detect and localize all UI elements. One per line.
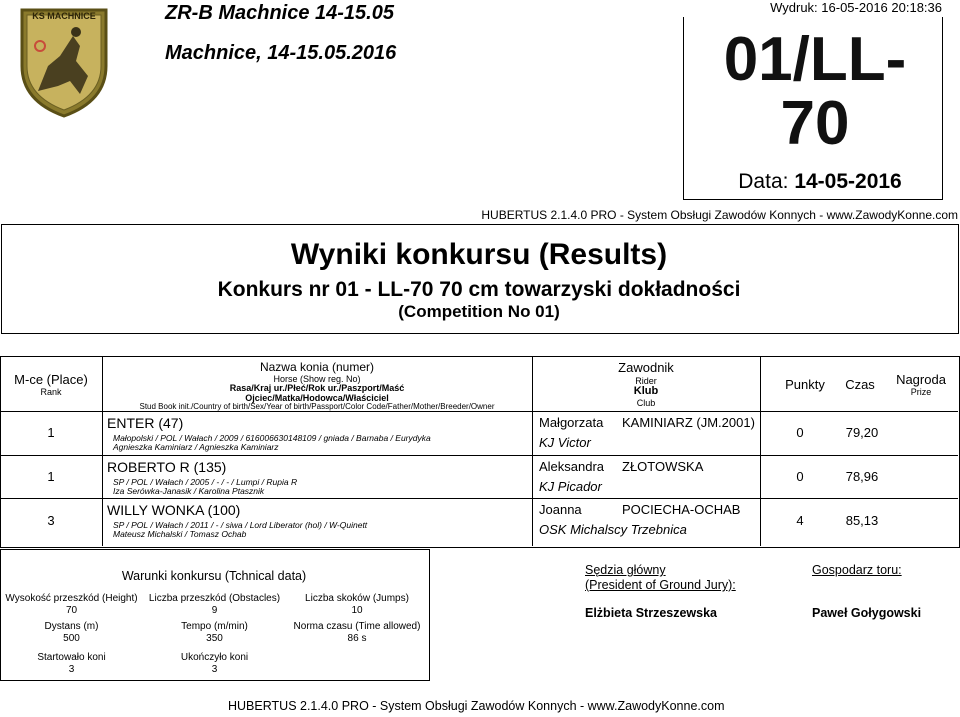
col-header-horse-line2: Rasa/Kraj ur./Płeć/Rok ur./Paszport/Maść — [229, 383, 405, 393]
rider-last-name: ZŁOTOWSKA — [622, 459, 704, 474]
judge-label-en: (President of Ground Jury): — [585, 578, 736, 592]
col-header-club: Klub — [633, 385, 659, 397]
rider-first-name: Aleksandra — [539, 459, 605, 474]
jumps-value: 10 — [351, 605, 363, 616]
finished-value: 3 — [211, 664, 218, 675]
rider-last-name: POCIECHA-OCHAB — [622, 502, 741, 517]
row-place: 1 — [47, 425, 55, 440]
competition-code: 01/LL-70 — [723, 25, 907, 158]
started-value: 3 — [68, 664, 75, 675]
col-header-horse-line4: Stud Book init./Country of birth/Sex/Year of birth/Passport/Color Code/Father/Mother/Breeder/Owner — [139, 402, 495, 411]
horse-number: (100) — [207, 502, 241, 518]
finished-label: Ukończyło koni — [180, 652, 249, 663]
row-time: 79,20 — [845, 425, 879, 440]
distance-value: 500 — [63, 633, 80, 644]
rider-first-name: Joanna — [539, 502, 582, 517]
horse-number: (47) — [158, 415, 184, 431]
horse-info: SP / POL / Wałach / 2005 / - / - / Lumpi / Rupia R — [113, 477, 298, 487]
height-label: Wysokość przeszkód (Height) — [5, 593, 138, 604]
row-time: 85,13 — [845, 513, 879, 528]
tempo-label: Tempo (m/min) — [181, 621, 248, 632]
horse-name — [107, 502, 240, 518]
jumps-label: Liczba skoków (Jumps) — [305, 593, 409, 604]
row-points: 0 — [796, 469, 804, 484]
horse-name-text: ENTER — [107, 415, 155, 431]
rider-first-name: Małgorzata — [539, 415, 604, 430]
tempo-value: 350 — [206, 633, 223, 644]
logo-text: KS MACHNICE — [32, 11, 96, 21]
col-header-time: Czas — [845, 377, 875, 392]
obstacles-label: Liczba przeszkód (Obstacles) — [148, 593, 281, 604]
club-logo — [18, 6, 110, 118]
col-header-prize-sub: Prize — [910, 387, 932, 397]
col-header-prize: Nagroda — [896, 372, 946, 387]
results-title: Wyniki konkursu (Results) — [290, 238, 668, 271]
distance-label: Dystans (m) — [44, 621, 99, 632]
time-allowed-value: 86 s — [347, 633, 367, 644]
col-header-place-sub: Rank — [40, 387, 62, 397]
horse-number: (135) — [193, 459, 227, 475]
competition-date — [700, 170, 940, 194]
col-header-club-sub: Club — [636, 398, 656, 408]
time-allowed-label: Norma czasu (Time allowed) — [293, 621, 421, 632]
obstacles-value: 9 — [211, 605, 218, 616]
col-header-rider-sub: Rider — [635, 376, 657, 386]
rider-last-name: KAMINIARZ (JM.2001) — [622, 415, 755, 430]
competition-number: (Competition No 01) — [398, 302, 560, 321]
system-credit-top: HUBERTUS 2.1.4.0 PRO - System Obsługi Zawodów Konnych - www.ZawodyKonne.com — [481, 208, 958, 222]
event-name: ZR-B Machnice 14-15.05 — [165, 2, 394, 24]
rider-club: OSK Michalscy Trzebnica — [539, 522, 687, 537]
row-points: 4 — [796, 513, 804, 528]
horse-name-text: ROBERTO R — [107, 459, 190, 475]
horse-name — [107, 459, 226, 475]
printout-timestamp: Wydruk: 16-05-2016 20:18:36 — [770, 0, 942, 15]
started-label: Startowało koni — [37, 652, 106, 663]
horse-info: Małopolski / POL / Wałach / 2009 / 616006630148109 / gniada / Barnaba / Eurydyka — [113, 433, 431, 443]
height-value: 70 — [65, 605, 78, 616]
judge-label: Sędzia główny — [585, 563, 666, 577]
row-place: 1 — [47, 469, 55, 484]
system-credit-footer: HUBERTUS 2.1.4.0 PRO - System Obsługi Zawodów Konnych - www.ZawodyKonne.com — [228, 699, 725, 713]
date-label: Data: — [738, 170, 789, 193]
column-divider — [760, 356, 761, 546]
judge-name: Elżbieta Strzeszewska — [585, 606, 718, 620]
competition-name: Konkurs nr 01 - LL-70 70 cm towarzyski dokładności — [217, 278, 741, 301]
col-header-horse-line3: Ojciec/Matka/Hodowca/Właściciel — [245, 393, 389, 403]
horse-name-text: WILLY WONKA — [107, 502, 204, 518]
horse-owner: Agnieszka Kaminiarz / Agnieszka Kaminiarz — [113, 442, 279, 452]
col-header-place: M-ce (Place) — [14, 372, 88, 387]
technical-data-title: Warunki konkursu (Tchnical data) — [121, 569, 307, 583]
row-divider — [0, 455, 958, 456]
col-header-horse: Nazwa konia (numer) — [259, 360, 375, 374]
horse-owner: Iza Serówka-Janasik / Karolina Ptasznik — [113, 486, 265, 496]
header-divider — [0, 411, 958, 412]
row-divider — [0, 498, 958, 499]
horse-name — [107, 415, 183, 431]
row-place: 3 — [47, 513, 55, 528]
date-value: 14-05-2016 — [794, 170, 902, 193]
host-name: Paweł Gołygowski — [812, 606, 922, 620]
rider-club: KJ Picador — [539, 479, 602, 494]
row-time: 78,96 — [845, 469, 879, 484]
col-header-rider: Zawodnik — [618, 360, 674, 375]
horse-info: SP / POL / Wałach / 2011 / - / siwa / Lord Liberator (hol) / W-Quinett — [113, 520, 368, 530]
host-label: Gospodarz toru: — [812, 563, 902, 577]
rider-club: KJ Victor — [539, 435, 591, 450]
col-header-points: Punkty — [785, 377, 825, 392]
row-points: 0 — [796, 425, 804, 440]
col-header-horse-sub: Horse (Show reg. No) — [273, 374, 361, 384]
event-place: Machnice, 14-15.05.2016 — [165, 42, 397, 64]
horse-owner: Mateusz Michalski / Tomasz Ochab — [113, 529, 247, 539]
